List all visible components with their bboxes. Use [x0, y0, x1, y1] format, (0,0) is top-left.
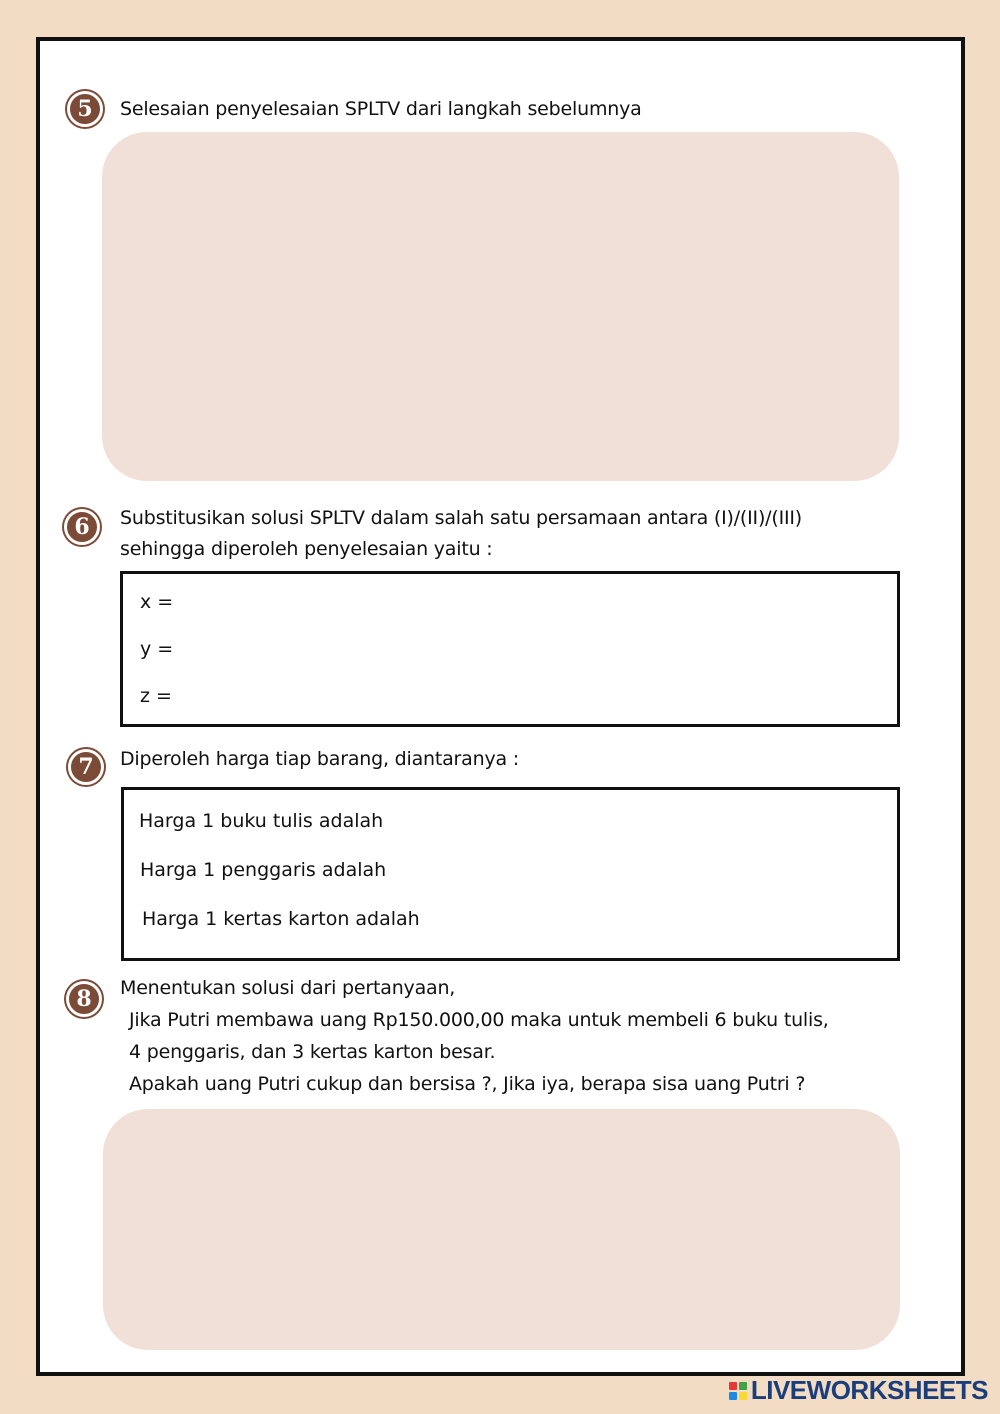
z-value-label: z = [140, 685, 172, 707]
step-number-6-badge: 6 [64, 509, 100, 545]
step-7-instruction: Diperoleh harga tiap barang, diantaranya : [120, 748, 519, 770]
liveworksheets-logo [729, 1375, 988, 1406]
price-box-step-7 [121, 787, 900, 961]
liveworksheets-logo-text: LIVEWORKSHEETS [750, 1375, 988, 1405]
step-8-question-line-3: Apakah uang Putri cukup dan bersisa ?, Jika iya, berapa sisa uang Putri ? [129, 1073, 806, 1095]
step-number-7-badge: 7 [68, 749, 104, 785]
step-6-instruction-line-1: Substitusikan solusi SPLTV dalam salah satu persamaan antara (I)/(II)/(III) [120, 507, 802, 529]
price-row-kertas-karton: Harga 1 kertas karton adalah [142, 908, 420, 930]
answer-area-step-8[interactable] [103, 1109, 900, 1350]
worksheet-page [36, 37, 965, 1376]
step-6-instruction-line-2: sehingga diperoleh penyelesaian yaitu : [120, 538, 493, 560]
y-value-label: y = [140, 638, 174, 660]
step-8-question-line-1: Jika Putri membawa uang Rp150.000,00 maka untuk membeli 6 buku tulis, [129, 1009, 829, 1031]
answer-area-step-5[interactable] [102, 132, 899, 481]
step-number-8-badge: 8 [66, 981, 102, 1017]
solution-box-step-6 [120, 571, 900, 727]
step-8-instruction-line-1: Menentukan solusi dari pertanyaan, [120, 977, 456, 999]
step-number-5-badge: 5 [67, 91, 103, 127]
price-row-buku-tulis: Harga 1 buku tulis adalah [139, 810, 384, 832]
step-5-instruction: Selesaian penyelesaian SPLTV dari langkah sebelumnya [120, 98, 642, 120]
price-row-penggaris: Harga 1 penggaris adalah [140, 859, 387, 881]
x-value-label: x = [140, 591, 174, 613]
liveworksheets-logo-icon [729, 1382, 747, 1400]
step-8-question-line-2: 4 penggaris, dan 3 kertas karton besar. [129, 1041, 496, 1063]
